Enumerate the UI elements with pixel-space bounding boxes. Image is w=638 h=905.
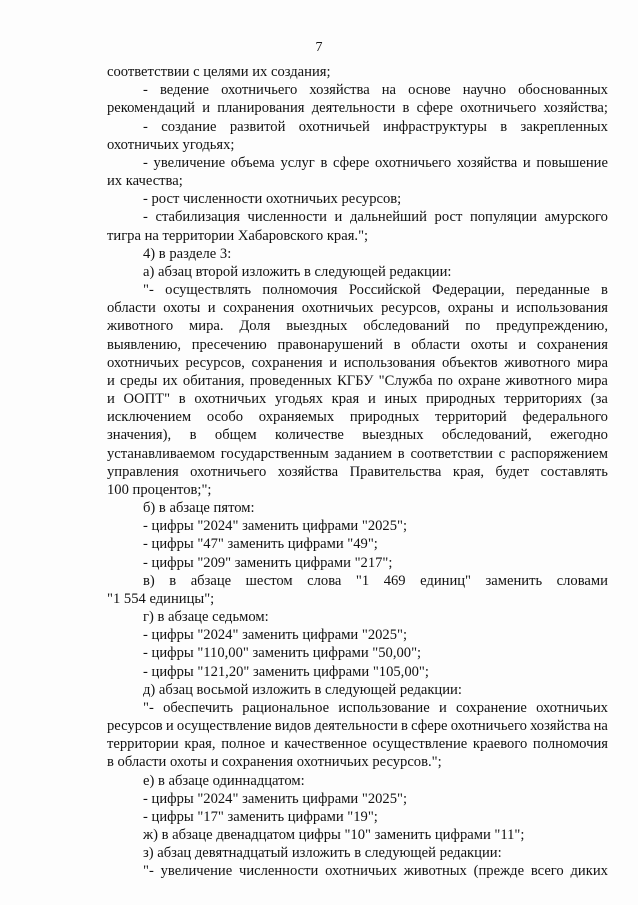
text-line: территории края, полное и качественное осуществление краевого полномочия — [107, 736, 608, 753]
text-line: - цифры "17" заменить цифрами "19"; — [143, 808, 378, 825]
text-line: тигра на территории Хабаровского края."; — [107, 227, 369, 244]
text-line: "- увеличение численности охотничьих животных (прежде всего диких — [143, 863, 608, 880]
text-line: 100 процентов;"; — [107, 481, 212, 498]
text-line: управления охотничьего хозяйства Правительства края, будет составлять — [107, 463, 608, 480]
text-line: и среды их обитания, проведенных КГБУ "Служба по охране животного мира — [107, 372, 608, 389]
text-line: - увеличение объема услуг в сфере охотничьего хозяйства и повышение — [143, 154, 608, 171]
text-line: исключением особо охраняемых природных территорий федерального — [107, 409, 608, 426]
text-line: - цифры "209" заменить цифрами "217"; — [143, 554, 393, 571]
text-line: - цифры "2024" заменить цифрами "2025"; — [143, 518, 408, 535]
text-line: охотничьих угодьях; — [107, 136, 235, 153]
text-line: д) абзац восьмой изложить в следующей редакции: — [143, 681, 462, 698]
text-line: - цифры "47" заменить цифрами "49"; — [143, 536, 378, 553]
text-line: их качества; — [107, 173, 183, 190]
text-line: в области охоты и сохранения охотничьих ресурсов."; — [107, 754, 442, 771]
text-line: в) в абзаце шестом слова "1 469 единиц" заменить словами — [143, 572, 608, 589]
text-line: е) в абзаце одиннадцатом: — [143, 772, 305, 789]
text-line: рекомендаций и планирования деятельности в сфере охотничьего хозяйства; — [107, 100, 608, 117]
text-line: области охоты и сохранения охотничьих ресурсов, охраны и использования — [107, 300, 608, 317]
text-line: - рост численности охотничьих ресурсов; — [143, 191, 402, 208]
text-line: 4) в разделе 3: — [143, 245, 232, 262]
text-line: значения), в общем количестве выездных обследований, ежегодно — [107, 427, 608, 444]
text-line: соответствии с целями их создания; — [107, 64, 331, 80]
text-line: б) в абзаце пятом: — [143, 500, 255, 517]
text-line: "- осуществлять полномочия Российской Федерации, переданные в — [143, 282, 608, 299]
text-line: ж) в абзаце двенадцатом цифры "10" заменить цифрами "11"; — [143, 827, 525, 844]
text-line: г) в абзаце седьмом: — [143, 609, 269, 626]
text-line: ресурсов и осуществление видов деятельности в сфере охотничьего хозяйства на — [107, 718, 608, 735]
page-number: 7 — [315, 40, 323, 55]
text-line: и ООПТ" в охотничьих угодьях края и иных природных территориях (за — [107, 391, 608, 408]
text-line: "1 554 единицы"; — [107, 590, 215, 607]
text-line: - цифры "121,20" заменить цифрами "105,00"; — [143, 663, 429, 680]
text-line: - создание развитой охотничьей инфраструктуры в закрепленных — [143, 118, 608, 135]
text-line: выявлению, пресечению правонарушений в области охоты и сохранения — [107, 336, 608, 353]
text-line: устанавливаемом государственным заданием в соответствии с распоряжением — [107, 445, 608, 462]
text-line: - ведение охотничьего хозяйства на основе научно обоснованных — [143, 82, 608, 99]
text-line: а) абзац второй изложить в следующей редакции: — [143, 263, 452, 280]
text-line: - цифры "110,00" заменить цифрами "50,00"; — [143, 645, 422, 662]
text-line: - цифры "2024" заменить цифрами "2025"; — [143, 627, 408, 644]
text-line: охотничьих ресурсов, сохранения и использования объектов животного мира — [107, 354, 608, 371]
text-line: животного мира. Доля выездных обследований по предупреждению, — [107, 318, 608, 335]
text-line: "- обеспечить рациональное использование и сохранение охотничьих — [143, 699, 608, 716]
text-line: - стабилизация численности и дальнейший рост популяции амурского — [143, 209, 608, 226]
text-line: з) абзац девятнадцатый изложить в следующей редакции: — [143, 845, 502, 862]
text-line: - цифры "2024" заменить цифрами "2025"; — [143, 790, 408, 807]
